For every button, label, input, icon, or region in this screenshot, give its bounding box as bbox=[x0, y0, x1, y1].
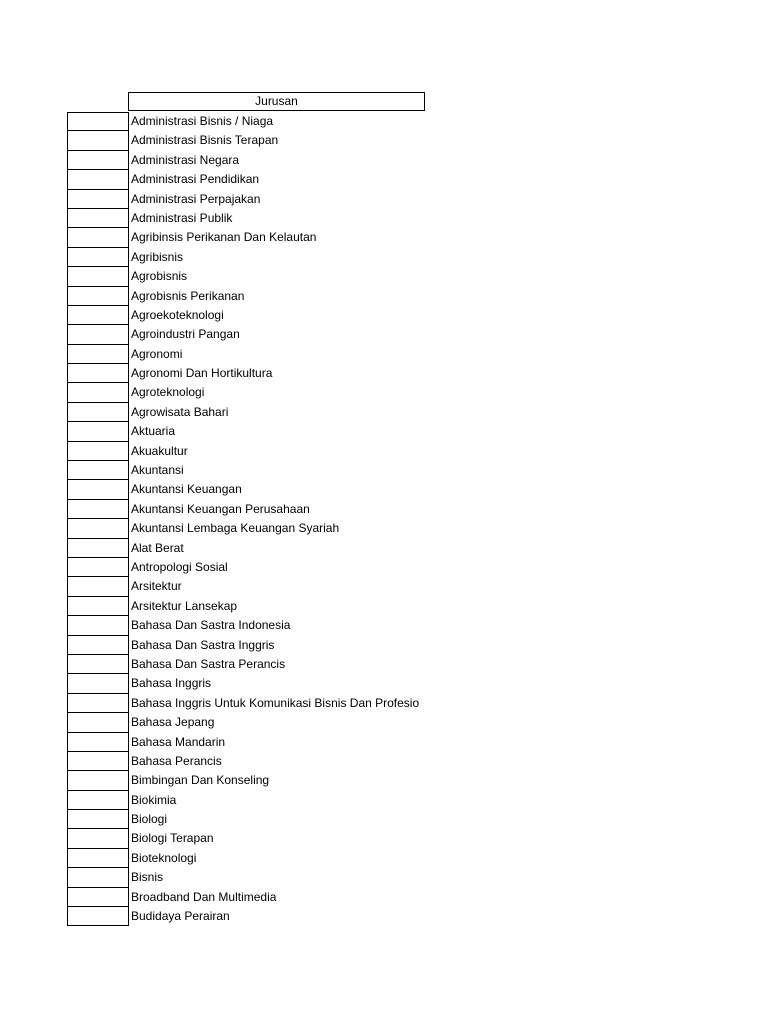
jurusan-cell[interactable]: Budidaya Perairan bbox=[131, 909, 230, 924]
row-number-cell[interactable] bbox=[67, 325, 129, 344]
row-number-cell[interactable] bbox=[67, 888, 129, 907]
jurusan-cell[interactable]: Agrowisata Bahari bbox=[131, 404, 229, 419]
table-row bbox=[67, 248, 467, 267]
jurusan-cell[interactable]: Agroindustri Pangan bbox=[131, 327, 240, 342]
table-row bbox=[67, 131, 467, 150]
row-number-cell[interactable] bbox=[67, 694, 129, 713]
row-number-cell[interactable] bbox=[67, 267, 129, 286]
table-row bbox=[67, 112, 467, 131]
table-row bbox=[67, 228, 467, 247]
jurusan-cell[interactable]: Agrobisnis bbox=[131, 269, 188, 284]
jurusan-cell[interactable]: Agronomi Dan Hortikultura bbox=[131, 366, 273, 381]
column-header-jurusan: Jurusan bbox=[128, 92, 425, 111]
row-number-cell[interactable] bbox=[67, 636, 129, 655]
jurusan-cell[interactable]: Bahasa Dan Sastra Perancis bbox=[131, 656, 286, 671]
jurusan-cell[interactable]: Administrasi Negara bbox=[131, 152, 240, 167]
table-row bbox=[67, 422, 467, 441]
row-number-cell[interactable] bbox=[67, 597, 129, 616]
table-row bbox=[67, 655, 467, 674]
table-row bbox=[67, 480, 467, 499]
table-row bbox=[67, 170, 467, 189]
table-row bbox=[67, 674, 467, 693]
row-number-cell[interactable] bbox=[67, 248, 129, 267]
jurusan-cell[interactable]: Bahasa Inggris Untuk Komunikasi Bisnis Dan Profesio bbox=[131, 695, 420, 710]
row-number-cell[interactable] bbox=[67, 461, 129, 480]
jurusan-cell[interactable]: Administrasi Bisnis Terapan bbox=[131, 133, 279, 148]
table-row bbox=[67, 733, 467, 752]
jurusan-cell[interactable]: Antropologi Sosial bbox=[131, 559, 228, 574]
row-number-cell[interactable] bbox=[67, 403, 129, 422]
row-number-cell[interactable] bbox=[67, 810, 129, 829]
table-row bbox=[67, 267, 467, 286]
table-row bbox=[67, 752, 467, 771]
jurusan-cell[interactable]: Bahasa Perancis bbox=[131, 753, 222, 768]
jurusan-cell[interactable]: Arsitektur Lansekap bbox=[131, 598, 238, 613]
table-row bbox=[67, 500, 467, 519]
jurusan-cell[interactable]: Agribisnis bbox=[131, 249, 184, 264]
table-body bbox=[67, 112, 467, 926]
row-number-cell[interactable] bbox=[67, 364, 129, 383]
row-number-cell[interactable] bbox=[67, 519, 129, 538]
jurusan-cell[interactable]: Bahasa Dan Sastra Indonesia bbox=[131, 618, 291, 633]
jurusan-cell[interactable]: Bioteknologi bbox=[131, 850, 197, 865]
jurusan-cell[interactable]: Administrasi Pendidikan bbox=[131, 172, 260, 187]
jurusan-cell[interactable]: Akuntansi bbox=[131, 463, 184, 478]
table-row bbox=[67, 829, 467, 848]
table-row bbox=[67, 849, 467, 868]
table-row bbox=[67, 442, 467, 461]
row-number-cell[interactable] bbox=[67, 190, 129, 209]
row-number-cell[interactable] bbox=[67, 442, 129, 461]
table-row bbox=[67, 325, 467, 344]
jurusan-cell[interactable]: Akuntansi Keuangan Perusahaan bbox=[131, 501, 310, 516]
jurusan-cell[interactable]: Akuntansi Keuangan bbox=[131, 482, 242, 497]
table-row bbox=[67, 577, 467, 596]
table-row bbox=[67, 868, 467, 887]
table-row bbox=[67, 888, 467, 907]
row-number-cell[interactable] bbox=[67, 577, 129, 596]
row-number-cell[interactable] bbox=[67, 170, 129, 189]
table-row bbox=[67, 209, 467, 228]
table-row bbox=[67, 345, 467, 364]
jurusan-cell[interactable]: Broadband Dan Multimedia bbox=[131, 889, 277, 904]
row-number-cell[interactable] bbox=[67, 829, 129, 848]
row-number-cell[interactable] bbox=[67, 228, 129, 247]
jurusan-cell[interactable]: Arsitektur bbox=[131, 579, 182, 594]
row-number-cell[interactable] bbox=[67, 422, 129, 441]
table-row bbox=[67, 636, 467, 655]
table-row bbox=[67, 287, 467, 306]
table-row bbox=[67, 771, 467, 790]
row-number-cell[interactable] bbox=[67, 558, 129, 577]
jurusan-cell[interactable]: Bimbingan Dan Konseling bbox=[131, 773, 270, 788]
table-row bbox=[67, 558, 467, 577]
row-number-cell[interactable] bbox=[67, 480, 129, 499]
table-row bbox=[67, 306, 467, 325]
jurusan-cell[interactable]: Agronomi bbox=[131, 346, 183, 361]
row-number-cell[interactable] bbox=[67, 345, 129, 364]
row-number-cell[interactable] bbox=[67, 849, 129, 868]
jurusan-cell[interactable]: Agroteknologi bbox=[131, 385, 205, 400]
row-number-cell[interactable] bbox=[67, 752, 129, 771]
row-number-cell[interactable] bbox=[67, 131, 129, 150]
table-row bbox=[67, 713, 467, 732]
table-row bbox=[67, 810, 467, 829]
row-number-cell[interactable] bbox=[67, 771, 129, 790]
jurusan-cell[interactable]: Administrasi Perpajakan bbox=[131, 191, 261, 206]
table-row bbox=[67, 694, 467, 713]
jurusan-cell[interactable]: Biokimia bbox=[131, 792, 177, 807]
row-number-cell[interactable] bbox=[67, 539, 129, 558]
table-row bbox=[67, 151, 467, 170]
table-row bbox=[67, 539, 467, 558]
jurusan-cell[interactable]: Agroekoteknologi bbox=[131, 307, 224, 322]
row-number-cell[interactable] bbox=[67, 655, 129, 674]
row-number-cell[interactable] bbox=[67, 674, 129, 693]
table-row bbox=[67, 519, 467, 538]
jurusan-cell[interactable]: Bahasa Inggris bbox=[131, 676, 212, 691]
table-row bbox=[67, 190, 467, 209]
jurusan-cell[interactable]: Agribinsis Perikanan Dan Kelautan bbox=[131, 230, 317, 245]
row-number-cell[interactable] bbox=[67, 500, 129, 519]
table-row bbox=[67, 461, 467, 480]
row-number-cell[interactable] bbox=[67, 306, 129, 325]
row-number-cell[interactable] bbox=[67, 907, 129, 926]
row-number-cell[interactable] bbox=[67, 616, 129, 635]
jurusan-cell[interactable]: Alat Berat bbox=[131, 540, 184, 555]
jurusan-cell[interactable]: Agrobisnis Perikanan bbox=[131, 288, 245, 303]
table-row bbox=[67, 403, 467, 422]
table-row bbox=[67, 907, 467, 926]
row-number-cell[interactable] bbox=[67, 868, 129, 887]
jurusan-cell[interactable]: Akuakultur bbox=[131, 443, 188, 458]
row-number-cell[interactable] bbox=[67, 713, 129, 732]
table-row bbox=[67, 597, 467, 616]
jurusan-cell[interactable]: Akuntansi Lembaga Keuangan Syariah bbox=[131, 521, 340, 536]
row-number-cell[interactable] bbox=[67, 733, 129, 752]
jurusan-cell[interactable]: Bisnis bbox=[131, 870, 164, 885]
row-number-cell[interactable] bbox=[67, 287, 129, 306]
table-row bbox=[67, 383, 467, 402]
row-number-cell[interactable] bbox=[67, 151, 129, 170]
jurusan-cell[interactable]: Administrasi Bisnis / Niaga bbox=[131, 114, 274, 128]
jurusan-cell[interactable]: Administrasi Publik bbox=[131, 210, 233, 225]
jurusan-cell[interactable]: Bahasa Dan Sastra Inggris bbox=[131, 637, 275, 652]
jurusan-cell[interactable]: Aktuaria bbox=[131, 424, 176, 439]
row-number-cell[interactable] bbox=[67, 112, 129, 131]
table-row bbox=[67, 364, 467, 383]
jurusan-cell[interactable]: Biologi Terapan bbox=[131, 831, 214, 846]
row-number-cell[interactable] bbox=[67, 209, 129, 228]
table-row bbox=[67, 616, 467, 635]
table-row bbox=[67, 791, 467, 810]
row-number-cell[interactable] bbox=[67, 383, 129, 402]
jurusan-cell[interactable]: Bahasa Jepang bbox=[131, 715, 215, 730]
jurusan-cell[interactable]: Bahasa Mandarin bbox=[131, 734, 226, 749]
row-number-cell[interactable] bbox=[67, 791, 129, 810]
jurusan-cell[interactable]: Biologi bbox=[131, 812, 168, 827]
